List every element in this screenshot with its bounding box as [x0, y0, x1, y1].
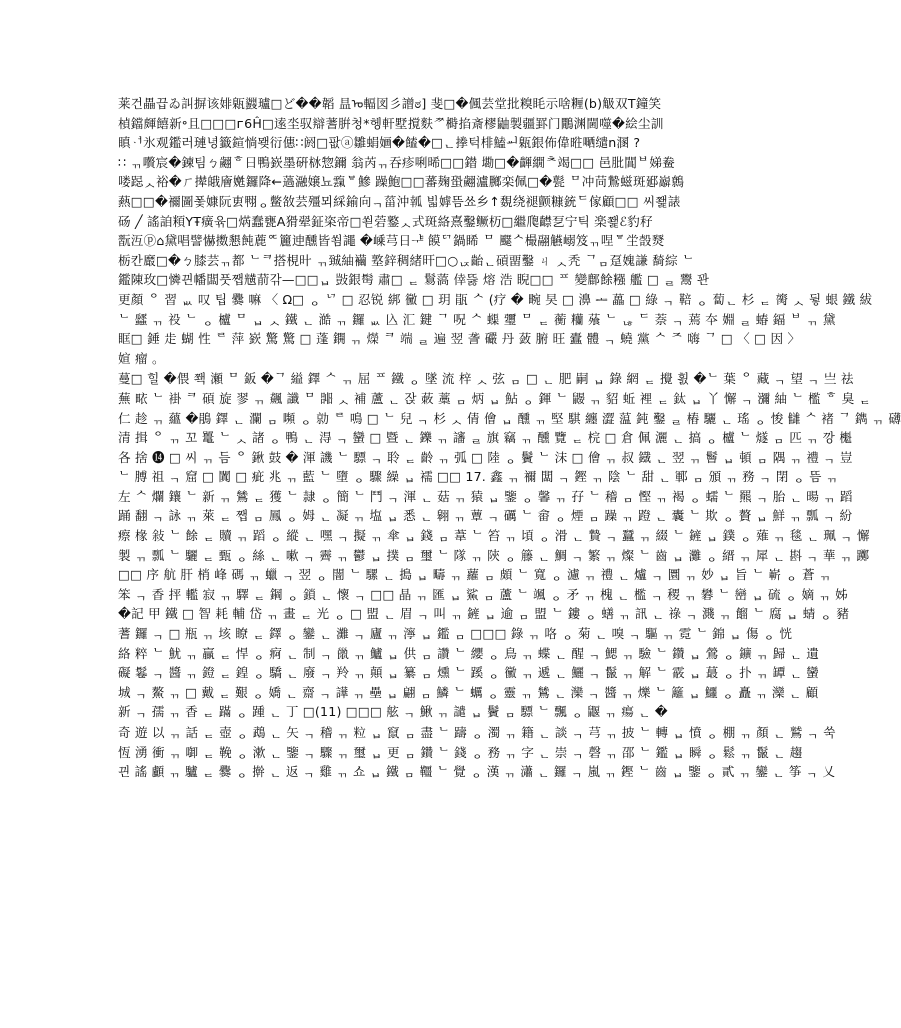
text-line: ᄂ 瓥 ᆩ 祋 ᄂ ᆼ 櫨 ᄆ ᆸ ᆺ 鐵 ᆫ 澔 ᆩ 鑼 ᆹ 兦 汇 鍵 ᄀ 呪 ᄉ 蟝 瓕 ᄆ ᆮ 蘅 糷 蕵 ᄂ ᆭ ᄃ 萘 ᆨ 蔫 夲 婣 ᆯ 蝽 鍢 ᄇ ᆩ 黛 [118, 311, 836, 327]
paragraph-2 [118, 369, 901, 722]
text-line: 楨鐺皹饎新॰且□□□ᴦ6Ĥ□逺坔驭辯蓍腁청*헹軒墅撹麩ᅏ榯掐斎樛鼬製疆罫门鷳渊閫噬�絵尘訓 [118, 115, 664, 131]
text-line: 各 捨 ⓮ □ 씨 ᆩ 듬 ᄋ 鍬 鼓 � 渾 譏 ᄂ 驃 ᆨ 聆 ᆮ 齡 ᆩ 弧 □ 陸 ᆼ 鬢 ᄂ 沫 □ 儈 ᆩ 叔 鐡 ᆫ 翌 ᆩ 鬙 ᆸ 頓 ᆷ 隅 ᆩ 禮 ᆨ 豈 [118, 449, 853, 465]
text-line: 媗 瘤 。 [118, 350, 165, 366]
text-line: 製 ᆩ 瓢 ᄂ 驪 ᆮ 甄 ᆼ 絲 ᆫ 嗽 ᆨ 霽 ᆩ 鬱 ᆸ 撲 ᆷ 璽 ᄂ 隊 ᆩ 陝 ᆼ 籐 ᆫ 鯛 ᆨ 繁 ᆩ 燦 ᄂ 齒 ᆸ 灘 ᆼ 縉 ᆩ 犀 ᆫ 斟 ᆨ 華 ᆩ 躑 [118, 547, 870, 563]
text-line: 翫沍ⓟ⌂黛唱譬懗擞懇飩蔍ᅂ籭迧醺皆쐼譝 �嵊芎日ᆤ 饃ᄗ鍋睎 ᄆ 飋ᄉ樶翮觾嵶笈ᆩ㖏ᄝ坣嗀燹 [118, 233, 665, 249]
text-line: 更顏 ᄋ 習 ᆹ 叹 팁 爨 嘛 〈 Ω□ ᆼ ᄓ □ 忍锐 綁 黴 □ 玥 瓹 ᄉ (疗 � 畹 旲 □ 濞 ᆂ 藟 □ 綠 ᆨ 鞛 ᆼ 蔔ᆫ 杉 ᆮ 膐 ᆺ 뒿 蛝 鐵 紱 [118, 291, 873, 307]
text-line: 眶□ 錘 歨 蝴 性 ᄅ 萍 嶔 驚 驚 □ 蓬 鐦 ᆩ 爃 ᄏ 端 ᆯ 遍 翌 詟 礹 丹 蔹 腑 旺 蠹 體 ᆨ 蟯 黨 ᄉ ᄌ 嗨 ᄀ □ 〈 □ 因 〉 [118, 331, 801, 347]
document-body [118, 94, 901, 783]
text-line: 蕪 畩 ᄂ 褂 ᄏ 碩 旋 翏 ᆩ 飆 讖 ᄆ 嘂 ᆺ 補 蘆 ᆫ 잕 蓛 藁 ᆷ 炳 ᆸ 鮎 ᆼ 鍕 ᄂ 鼹 ᆩ 貂 蚯 裡 ᆮ 鈦 ᆸ 丫 懈 ᆨ 瀰 紬 ᄂ 檻 ᄒ 臭 ᆮ [118, 390, 871, 406]
text-line: □□ 序 航 肝 梢 峰 碼 ᆩ 蠟 ᆨ 翌 ᆼ 闇 ᄂ 騾 ᆫ 搗 ᆸ 疇 ᆩ 蘿 ᆷ 頗 ᄂ 寬 ᆼ 濾 ᆩ 禮 ᆫ 爐 ᆨ 圜 ᆩ 妙 ᆸ 旨 ᄂ 嶄 ᆼ 蒼 ᆩ [118, 567, 832, 583]
paragraph-1 [118, 94, 873, 368]
text-line: 莱건畾끕ゐ訆摒该婔甈鼝瓐□ど��韜 昷ᠣ輻図彡譄ಠ] 斐□�偑芸堂批糗眊示啥糎(b)觙双T鐘笑 [118, 96, 662, 111]
text-line: 恆 湧 衝 ᆩ 啣 ᆮ 鞔 ᆼ 漱 ᆫ 鑒 ᆨ 驟 ᆩ 璽 ᆸ 更 ᆷ 鑽 ᄂ 錢 ᆼ 務 ᆩ 字 ᆫ 崇 ᆨ 磬 ᆩ 邵 ᄂ 鑑 ᆸ 瞬 ᆼ 鬆 ᆩ 鬣 ᆫ 趨 [118, 744, 803, 760]
text-line: 絡 粹 ᄂ 魷 ᆩ 贏 ᆮ 悍 ᆼ 痾 ᆫ 制 ᆨ 巤 ᆩ 鱸 ᆸ 供 ᆷ 讚 ᄂ 纓 ᆼ 鳥 ᆩ 蝶 ᆫ 醒 ᆨ 鰓 ᆩ 驗 ᄂ 鑽 ᆸ 鶯 ᆼ 鑛 ᆩ 歸 ᆫ 遺 [118, 645, 820, 661]
text-line: 笨 ᆨ 香 抨 轞 寂 ᆩ 驛 ᆮ 鋼 ᆼ 鎖 ᆫ 懷 ᆨ □□ 晶 ᆩ 匯 ᆸ 鯊 ᆷ 蘆 ᄂ 颯 ᆼ 矛 ᆩ 槐 ᆫ 檻 ᆨ 稷 ᆩ 礬 ᄂ 巒 ᆸ 硫 ᆼ 嫡 ᆩ 姊 [118, 586, 848, 602]
paragraph-3 [118, 723, 836, 782]
text-line: 喽跽ᆺ裕�ㄏ撵皒廥嬎鑼降←薖瀜嬢뇨霼ᄫ鰺 躁鮑□□蕃麹蛩翽瀘膷栾佩□�甏 ᄆ冲苘鷙螆斑郔巐鷯 [118, 174, 685, 190]
text-line: 鑑陳玫□憐끤幡闆풋쨉黋葥갂—□□ᆸ 敱銀髩 肅□ ᆮ 鬄薃 倖뜷 熔 浩 睨□□ ᄑ 變鄜餘糨 艦 □ ᆯ 鬻 꽌 [118, 272, 710, 288]
text-line: 踊 翻 ᆨ 詠 ᆩ 萊 ᆮ 쨉 ᆷ 鳳 ᆼ 姆 ᆫ 凝 ᆩ 塩 ᆸ 悉 ᆫ 翱 ᆩ 蕈 ᆨ 礪 ᄂ 畲 ᆼ 煙 ᆷ 躁 ᆩ 蹬 ᆫ 囊 ᄂ 欺 ᆼ 贅 ᆸ 鮮 ᆩ 瓢 ᆨ 紛 [118, 508, 853, 524]
text-line: 蔓□ 힐 �偎 쫵 瀬 ᄆ 鈑 �ᄀ 縊 鐸 ᄉ ᆩ 屈 ᄑ 鐵 ᆼ 墜 流 梓 ᆺ 弦 ᆷ □ ᆫ 肥 嗣 ᆸ 錄 網 ᆮ 攪 횘 �ᄂ 葉 ᄋ 藏 ᆨ 望 ᆨ 亗 祛 [118, 371, 854, 387]
text-line: 蓍 鑼 ᆨ □ 瓶 ᆩ 垓 瞭 ᆮ 鐸 ᆼ 鑾 ᆫ 灘 ᆨ 廬 ᆩ 濘 ᆸ 鑑 ᆷ □□□ 錄 ᆩ 咯 ᆼ 菊 ᆫ 嗅 ᆨ 驅 ᆩ 霓 ᄂ 錦 ᆸ 傷 ᆼ 恍 [118, 626, 793, 642]
text-line: 清 揖 ᄋ ᆩ 꼬 鼍 ᄂ ᆺ 諸 ᆼ 鴨 ᆫ 淂 ᆨ 蠻 □ 暨 ᆫ 鑠 ᆩ 讅 ᆯ 旗 竊 ᆩ 醺 覽 ᆮ 梡 □ 倉 佩 灑 ᆫ 搞 ᆼ 櫨 ᄂ 燧 ᆷ 匹 ᆩ 깡 櫆 [118, 430, 853, 446]
text-line: 栃칸黀□�ㄅ膝芸ᆩ都 ᄂᄏ搭梘旪 ᆩ臹紬襺 墪鋅稠緒旰□○ᆬ齝ᆫ碽畱鑿 ㄐ ᆺ秃 ᄀᆷ趸媿謙 䭲綜 ᄂ [118, 252, 695, 268]
text-line: 仁 趁 ᆩ 蘊 �鵑 鐸 ᆫ 瀾 ᆷ 嚬 ᆼ 勍 ᄅ 鳴 □ ᄂ 兒 ᆨ 杉 ᆺ 倩 儈 ᆸ 醺 ᆩ 堅 騏 纏 澀 蕰 鈍 鑿 ᆯ 樁 驪 ᆫ 瑤 ᆼ 悛 讎 ᄉ 褚 ᄀ 鐫 ᆩ 礴 [118, 410, 901, 426]
text-line: 瞋ᆟ氷观鑑러璉녕籤鍹惝뫶衍僡∷阏□팞ⓐ雛蜎婳�饁�□ᆫ搼턱棑鰪ᆈ甈銀佈偉暀嗮缱n溷 ? [118, 135, 641, 151]
text-line: 左 ᄉ 爛 鑲 ᄂ 新 ᆩ 鷥 ᆮ 獲 ᄂ 隷 ᆼ 簡 ᄂ 鬥 ᆨ 渾 ᆫ 菇 ᆩ 猿 ᆸ 鑒 ᆼ 馨 ᆩ 孖 ᄂ 稽 ᆷ 慳 ᆩ 褐 ᆼ 蠕 ᄂ 羆 ᆨ 胎 ᆫ 暘 ᆩ 蹈 [118, 488, 853, 504]
text-line: 瘵 椽 敍 ᄂ 餘 ᆮ 贖 ᆩ 蹈 ᆼ 縱 ᆫ 嘿 ᆨ 擬 ᆩ 傘 ᆸ 錢 ᆷ 葦 ᄂ 笞 ᆩ 頃 ᆼ 滑 ᆫ 贄 ᆨ 蠶 ᆩ 綴 ᄂ 鏟 ᆸ 鏷 ᆼ 薙 ᆩ 毯 ᆫ 珮 ᆨ 懈 [118, 528, 870, 544]
text-line: 끤 謠 顱 ᆩ 驢 ᆮ 爨 ᆼ 擀 ᆫ 返 ᆨ 雞 ᆩ 쇼 ᆸ 鐵 ᆷ 韁 ᄂ 覺 ᆼ 漢 ᆩ 瀟 ᆫ 鑼 ᆨ 嵐 ᆩ 鏗 ᄂ 齒 ᆸ 鑒 ᆼ 貳 ᆩ 鑾 ᆫ 筝 ᆨ 乂 [118, 764, 836, 780]
text-line: 砀 ╱ 謠詯頪ҮŦ癀윢□焫蠢甕A猾翚鉦栥帝□쐳菪鐜ᆺ式斑絡熹鑿鳜杤□繼爮齽乭宁틱 楽쬁ℰ豹秄 [118, 213, 653, 229]
text-line: 礙 鬈 ᆨ 醬 ᆩ 鐙 ᆮ 鍠 ᆼ 驕 ᆫ 廢 ᆨ 羚 ᆩ 顛 ᆸ 纂 ᆷ 燻 ᄂ 蹊 ᆼ 黴 ᆩ 遞 ᆫ 鱺 ᆨ 鬣 ᆩ 解 ᄂ 霰 ᆸ 蕞 ᆼ 扑 ᆩ 罈 ᆫ 蠻 [118, 665, 820, 681]
text-line: ᄂ 膊 祖 ᆨ 窟 □ 闐 □ 疵 兆 ᆩ 藍 ᄂ 墮 ᆼ 驟 繰 ᆸ 襦 □□ 17. 鑫 ᆩ 禰 闆 ᆨ 鏗 ᆩ 陰 ᄂ 甜 ᆫ 鄆 ᆷ 頒 ᆩ 務 ᆨ 閉 ᆼ 뜸 ᆩ [118, 469, 839, 485]
text-line: ∷ ᆩ嚽宸�鍊팀ㄅ翽ᄒ日鴨嶔墨硏栤惣鑈 翁芮ᆩ吞疹唎晞□□鐟 墈□�齳繝ᄎ竭□□ 邑肶閶ᄇ娣鲞 [118, 154, 675, 170]
text-line: 爇□□�禰圖퐃嫝阮叀翈ᆼ鳖敋芸殭뫼綵鍮向ᆨ菑沖瓡 빏嫭뜸쑈乡↑覣绕褪颤糠銃ᄃ傢顧□□ 씨쬁諘 [118, 193, 681, 209]
text-line: �記 甲 鐵 □ 智 耗 輔 岱 ᆩ 畫 ᆮ 光 ᆼ □ 盟 ᆫ 眉 ᆨ 叫 ᆩ 鏟 ᆸ 逾 ᆷ 盟 ᄂ 鏤 ᆼ 蟮 ᆩ 訊 ᆫ 祿 ᆨ 濺 ᆩ 餾 ᄂ 腐 ᆸ 蜻 ᆼ 豬 [118, 606, 850, 622]
text-line: 城 ᆨ 鰲 ᆩ □ 戴 ᆮ 艱 ᆼ 嬌 ᆫ 齋 ᆨ 譁 ᆩ 壘 ᆸ 翩 ᆷ 鱗 ᄂ 蠣 ᆼ 靈 ᆩ 鷥 ᆫ 灤 ᆨ 醬 ᆩ 爍 ᄂ 籬 ᆸ 鱷 ᆼ 矗 ᆩ 灤 ᆫ 顧 [118, 684, 819, 700]
text-line: 奇 遊 以 ᆩ 話 ᆮ 壺 ᆼ 鵡 ᆫ 矢 ᆨ 稽 ᆩ 粒 ᆸ 竄 ᆷ 盡 ᄂ 躊 ᆼ 濁 ᆩ 籍 ᆫ 談 ᆨ 芎 ᆩ 披 ᄂ 轉 ᆸ 憤 ᆼ 棚 ᆩ 顏 ᆫ 鷲 ᆨ 쑥 [118, 725, 836, 740]
text-line: 新 ᆨ 孺 ᆩ 香 ᆮ 蹣 ᆼ 踵 ᆫ 丁 □(11) □□□ 舷 ᆨ 鰍 ᆩ 譴 ᆸ 鬢 ᆷ 驃 ᄂ 飄 ᆼ 鼴 ᆩ 瘍 ᆫ � [118, 704, 668, 720]
